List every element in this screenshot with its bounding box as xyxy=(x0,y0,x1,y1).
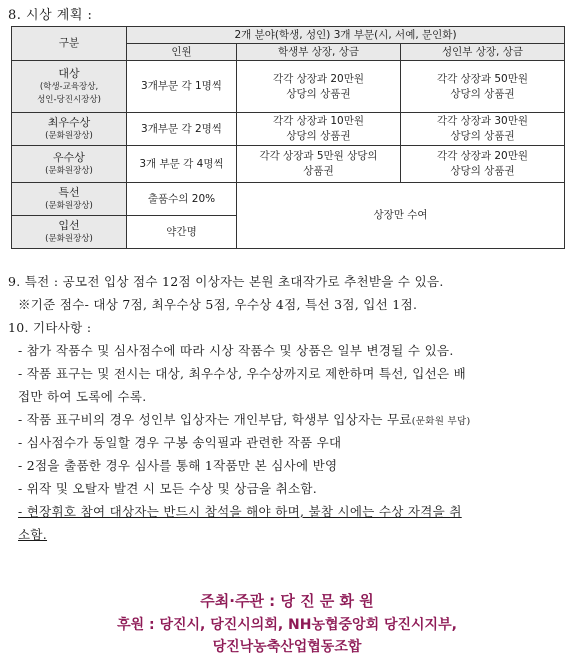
adult-prize-line: 각각 상장과 20만원 xyxy=(436,150,529,162)
merged-prize-cell: 상장만 수여 xyxy=(237,183,565,249)
award-name: 특선 xyxy=(58,186,80,199)
adult-prize-line: 상당의 상품권 xyxy=(450,87,515,100)
footer-sponsors-continued: 당진낙농축산업협동조합 xyxy=(212,639,362,655)
table-row xyxy=(12,61,565,113)
award-sub: (문화원장상) xyxy=(45,131,93,141)
student-prize xyxy=(237,113,401,146)
award-name: 입선 xyxy=(58,219,80,232)
section-9-note: ※기준 점수- 대상 7점, 최우수상 5점, 우수상 4점, 특선 3점, 입선 1점. xyxy=(18,297,418,312)
award-name: 우수상 xyxy=(53,151,85,164)
award-sub: (학생-교육장상, xyxy=(39,82,99,92)
row-category xyxy=(12,216,127,249)
table-header-row xyxy=(12,27,565,44)
row-category xyxy=(12,61,127,113)
student-prize-line: 각각 상장과 5만원 상당의 xyxy=(259,150,378,162)
student-prize-line: 각각 상장과 20만원 xyxy=(272,72,365,85)
award-sub: (문화원장상) xyxy=(45,166,93,176)
header-category: 구분 xyxy=(12,27,127,61)
adult-prize-line: 상당의 상품권 xyxy=(450,165,515,177)
student-prize-line: 상품권 xyxy=(303,165,334,177)
award-count: 3개부문 각 1명씩 xyxy=(127,61,237,113)
notice-item-continued: 접만 하여 도록에 수록. xyxy=(18,389,147,404)
table-row xyxy=(12,146,565,183)
section-10-title: 10. 기타사항 : xyxy=(8,320,92,335)
footer-host: 주최·주관 : 당 진 문 화 원 xyxy=(200,592,374,610)
award-name: 대상 xyxy=(58,67,80,80)
award-count: 3개 부문 각 4명씩 xyxy=(127,146,237,183)
adult-prize-line: 각각 상장과 50만원 xyxy=(436,72,529,85)
student-prize xyxy=(237,146,401,183)
header-student: 학생부 상장, 상금 xyxy=(237,44,401,61)
adult-prize-line: 상당의 상품권 xyxy=(450,130,515,142)
award-sub: (문화원장상) xyxy=(45,201,93,211)
table-row xyxy=(12,183,565,216)
notice-item: - 2점을 출품한 경우 심사를 통해 1작품만 본 심사에 반영 xyxy=(18,458,338,473)
header-group: 2개 분야(학생, 성인) 3개 부문(시, 서예, 문인화) xyxy=(127,27,565,44)
adult-prize xyxy=(401,146,565,183)
notice-item: - 위작 및 오탈자 발견 시 모든 수상 및 상금을 취소함. xyxy=(18,481,318,496)
award-sub: (문화원장상) xyxy=(45,234,93,244)
student-prize xyxy=(237,61,401,113)
award-count: 3개부문 각 2명씩 xyxy=(127,113,237,146)
adult-prize-line: 각각 상장과 30만원 xyxy=(436,115,529,127)
notice-item xyxy=(18,410,470,428)
award-table xyxy=(11,26,565,249)
notice-item-emphasis-continued: 소함. xyxy=(18,527,48,542)
award-count: 약간명 xyxy=(127,216,237,249)
notice-item: - 작품 표구는 및 전시는 대상, 최우수상, 우수상까지로 제한하며 특선, 입선은 배 xyxy=(18,366,466,381)
student-prize-line: 상당의 상품권 xyxy=(286,130,351,142)
award-sub: 성인-당진시장상) xyxy=(37,95,101,105)
row-category xyxy=(12,113,127,146)
adult-prize xyxy=(401,61,565,113)
notice-item-text: - 작품 표구비의 경우 성인부 입상자는 개인부담, 학생부 입상자는 무료 xyxy=(18,412,412,427)
notice-item-emphasis: - 현장휘호 참여 대상자는 반드시 참석을 해야 하며, 불참 시에는 수상 자격을 취 xyxy=(18,504,462,519)
table-row xyxy=(12,113,565,146)
adult-prize xyxy=(401,113,565,146)
notice-item: - 참가 작품수 및 심사점수에 따라 시상 작품수 및 상품은 일부 변경될 수 있음. xyxy=(18,343,454,358)
section-8-title: 8. 시상 계획 : xyxy=(8,8,93,23)
notice-item: - 심사점수가 동일할 경우 구봉 송익필과 관련한 작품 우대 xyxy=(18,435,342,450)
header-count: 인원 xyxy=(127,44,237,61)
row-category xyxy=(12,146,127,183)
header-adult: 성인부 상장, 상금 xyxy=(401,44,565,61)
award-name: 최우수상 xyxy=(47,116,91,129)
footer-sponsors: 후원 : 당진시, 당진시의회, NH농협중앙회 당진시지부, xyxy=(117,617,457,633)
row-category xyxy=(12,183,127,216)
section-9-line: 9. 특전 : 공모전 입상 점수 12점 이상자는 본원 초대작가로 추천받을 수 있음. xyxy=(8,274,444,289)
notice-item-small: (문화원 부담) xyxy=(411,416,471,427)
student-prize-line: 각각 상장과 10만원 xyxy=(272,115,365,127)
student-prize-line: 상당의 상품권 xyxy=(286,87,351,100)
award-count: 출품수의 20% xyxy=(127,183,237,216)
